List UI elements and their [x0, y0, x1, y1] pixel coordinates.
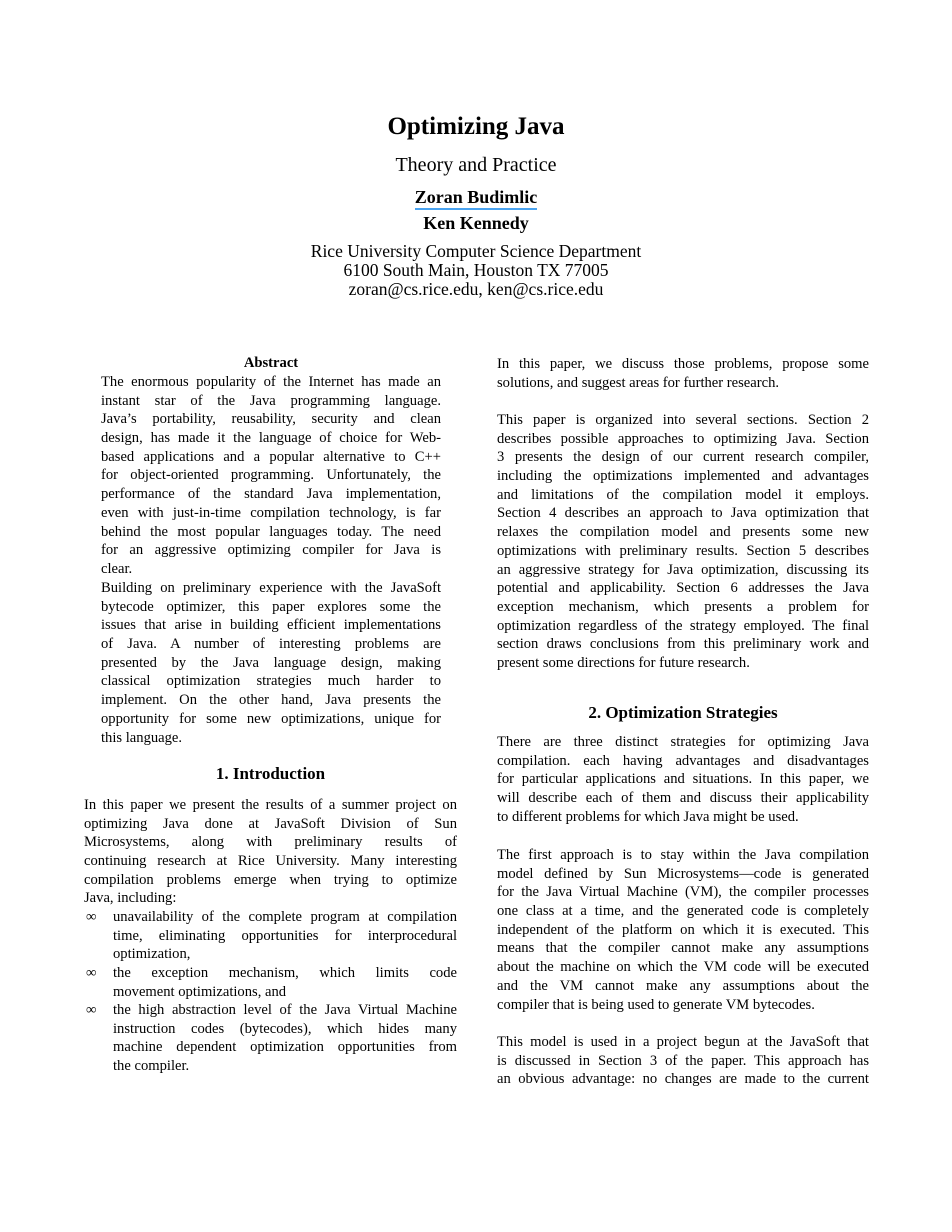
text-line: is discussed in Section 3 of the paper. This approach has — [497, 1052, 869, 1069]
infinity-bullet-icon: ∞ — [86, 909, 97, 925]
text-line: describes possible approaches to optimizing Java. Section — [497, 430, 869, 447]
author-1-link[interactable]: Zoran Budimlic — [415, 187, 538, 210]
bullet-item — [84, 1001, 457, 1076]
text-line: This paper is organized into several sections. Section 2 — [497, 412, 869, 428]
bullet-text — [113, 908, 457, 964]
abstract-paragraph-1 — [101, 373, 441, 579]
text-line: one class at a time, and the generated code is completely — [497, 903, 869, 920]
intro-paragraph — [84, 796, 457, 908]
text-line: solutions, and suggest areas for further research. — [497, 374, 780, 391]
text-line: This model is used in a project begun at the JavaSoft that — [497, 1034, 869, 1050]
text-line: machine dependent optimization opportunities from — [113, 1039, 457, 1056]
text-line: behind the most popular languages today. The need — [101, 523, 441, 540]
text-line: issues that arise in building efficient implementations — [101, 617, 441, 634]
text-line: unavailability of the complete program at compilation — [113, 909, 457, 925]
infinity-bullet-icon: ∞ — [86, 965, 97, 981]
text-line: time, eliminating opportunities for interprocedural — [113, 927, 457, 944]
infinity-bullet-icon: ∞ — [86, 1002, 97, 1018]
text-line: present some directions for future research. — [497, 654, 750, 671]
bullet-text — [113, 964, 457, 1001]
text-line: for particular applications and situations. In this paper, we — [497, 771, 869, 788]
text-line: In this paper, we discuss those problems, propose some — [497, 356, 869, 372]
text-line: independent of the platform on which it is executed. This — [497, 921, 869, 938]
text-line: instruction codes (bytecodes), which hides many — [113, 1020, 457, 1037]
text-line: continuing research at Rice University. Many interesting — [84, 853, 457, 870]
author-1[interactable] — [0, 187, 952, 208]
text-line: for the Java Virtual Machine (VM), the compiler processes — [497, 884, 869, 901]
text-line: classical optimization strategies much harder to — [101, 673, 441, 690]
text-line: movement optimizations, and — [113, 983, 287, 1000]
text-line: 3 presents the design of our current research compiler, — [497, 449, 869, 466]
text-line: performance of the standard Java implementation, — [101, 486, 441, 503]
text-line: the high abstraction level of the Java Virtual Machine — [113, 1002, 457, 1018]
text-line: exception mechanism, which presents a problem for — [497, 598, 869, 615]
author-2: Ken Kennedy — [423, 213, 529, 233]
paper-subtitle: Theory and Practice — [395, 154, 557, 176]
text-line: clear. — [101, 560, 133, 577]
text-line: implement. On the other hand, Java presents the — [101, 692, 441, 709]
section-2-paragraph-3 — [497, 1033, 869, 1089]
bullet-item — [84, 908, 457, 964]
text-line: will describe each of them and discuss their applicability — [497, 790, 869, 807]
affiliation-address: 6100 South Main, Houston TX 77005 — [343, 260, 609, 280]
bullet-text — [113, 1001, 457, 1076]
text-line: model defined by Sun Microsystems—code is generated — [497, 865, 869, 882]
text-line: Building on preliminary experience with the JavaSoft — [101, 580, 441, 596]
text-line: The first approach is to stay within the Java compilation — [497, 847, 869, 863]
text-line: instant star of the Java programming language. — [101, 392, 441, 409]
text-line: opportunity for some new optimizations, unique for — [101, 710, 441, 727]
text-line: bytecode optimizer, this paper explores some the — [101, 598, 441, 615]
abstract-paragraph-2 — [101, 579, 441, 747]
text-line: including the optimizations implemented and advantages — [497, 468, 869, 485]
text-line: Section 4 describes an approach to Java optimization that — [497, 505, 869, 522]
text-line: the exception mechanism, which limits code — [113, 965, 457, 981]
text-line: relaxes the compilation model and presents some new — [497, 524, 869, 541]
affiliation-emails: zoran@cs.rice.edu, ken@cs.rice.edu — [348, 279, 604, 299]
text-line: potential and applicability. Section 6 addresses the Java — [497, 580, 869, 597]
section-2-heading: 2. Optimization Strategies — [588, 703, 778, 722]
text-line: Java, including: — [84, 890, 177, 907]
right-paragraph-1 — [497, 355, 869, 392]
section-1-heading: 1. Introduction — [215, 764, 326, 783]
section-2-paragraph-2 — [497, 846, 869, 1014]
text-line: optimization, — [113, 946, 191, 963]
affiliation — [0, 242, 952, 299]
text-line: optimization regardless of the strategy employed. The final — [497, 617, 869, 634]
text-line: Java’s portability, reusability, security and clean — [101, 411, 441, 428]
text-line: compiler that is being used to generate VM bytecodes. — [497, 996, 815, 1013]
text-line: In this paper we present the results of a summer project on — [84, 797, 457, 813]
text-line: section draws conclusions from this preliminary work and — [497, 636, 869, 653]
text-line: for an aggressive optimizing compiler for Java is — [101, 542, 441, 559]
text-line: about the machine on which the VM code will be executed — [497, 959, 869, 976]
text-line: for object-oriented programming. Unfortunately, the — [101, 467, 441, 484]
text-line: Microsystems, along with preliminary results of — [84, 834, 457, 851]
text-line: means that the compiler cannot make any assumptions — [497, 940, 869, 957]
text-line: an aggressive strategy for Java optimization, discussing its — [497, 561, 869, 578]
text-line: the compiler. — [113, 1058, 190, 1075]
text-line: to different problems for which Java might be used. — [497, 808, 799, 825]
text-line: even with just-in-time compilation technology, is far — [101, 504, 441, 521]
text-line: optimizing Java done at JavaSoft Division of Sun — [84, 815, 457, 832]
abstract-heading: Abstract — [243, 355, 299, 371]
text-line: this language. — [101, 729, 183, 746]
right-paragraph-2 — [497, 411, 869, 673]
text-line: compilation problems emerge when trying to optimize — [84, 871, 457, 888]
bullet-item — [84, 964, 457, 1001]
affiliation-department: Rice University Computer Science Department — [310, 241, 642, 261]
text-line: of Java. A number of interesting problems are — [101, 636, 441, 653]
text-line: and limitations of the compilation model it employs. — [497, 486, 869, 503]
section-2-paragraph-1 — [497, 733, 869, 826]
text-line: compilation. each having advantages and disadvantages — [497, 752, 869, 769]
text-line: and the VM cannot make any assumptions about the — [497, 977, 869, 994]
text-line: an obvious advantage: no changes are made to the current — [497, 1071, 869, 1088]
text-line: optimizations with preliminary results. Section 5 describes — [497, 542, 869, 559]
text-line: There are three distinct strategies for optimizing Java — [497, 734, 869, 750]
paper-title: Optimizing Java — [387, 113, 565, 140]
text-line: presented by the Java language design, making — [101, 654, 441, 671]
text-line: based applications and a popular alternative to C++ — [101, 448, 441, 465]
text-line: The enormous popularity of the Internet has made an — [101, 374, 441, 390]
text-line: design, has made it the language of choice for Web- — [101, 430, 441, 447]
